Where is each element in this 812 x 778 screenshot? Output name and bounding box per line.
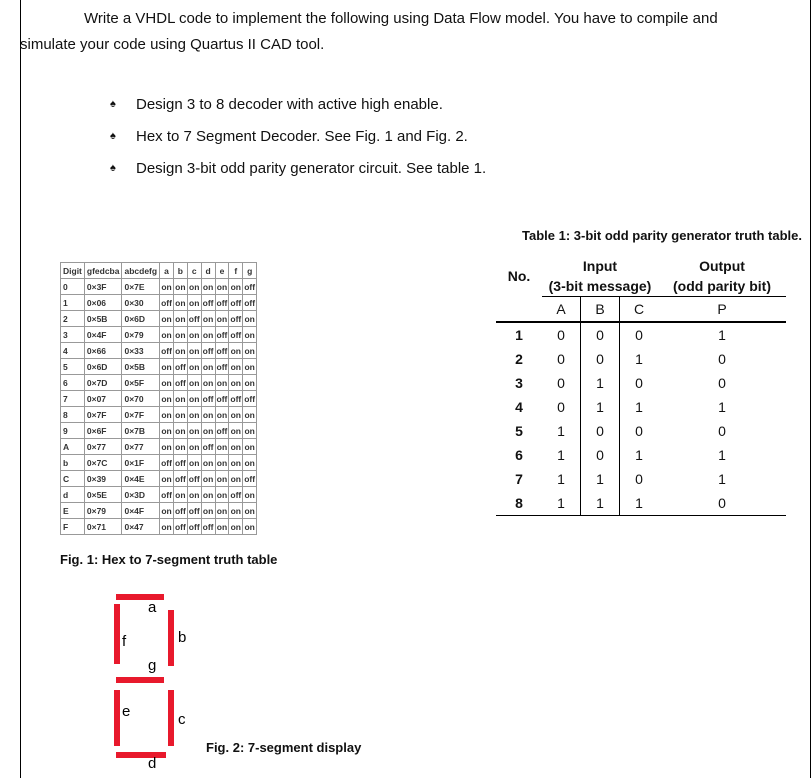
segment-state-cell: on bbox=[160, 503, 174, 519]
input-bit-cell: 1 bbox=[581, 467, 620, 491]
segment-label-a: a bbox=[148, 599, 157, 616]
segment-state-cell: on bbox=[229, 503, 243, 519]
header-no: No. bbox=[507, 268, 531, 285]
parity-table-container bbox=[496, 256, 786, 516]
intro-line-2: simulate your code using Quartus II CAD tool. bbox=[20, 36, 325, 53]
hex-code-cell: 0×79 bbox=[84, 503, 122, 519]
hex-col-header: d bbox=[201, 263, 215, 279]
segment-state-cell: on bbox=[243, 487, 257, 503]
hex-code-cell: 0×3F bbox=[84, 279, 122, 295]
parity-output-cell: 1 bbox=[718, 327, 726, 343]
segment-state-cell: on bbox=[160, 519, 174, 535]
bullet-item bbox=[110, 120, 486, 152]
segment-state-cell: on bbox=[229, 359, 243, 375]
row-number-cell: 2 bbox=[515, 351, 523, 367]
hex-table-row bbox=[61, 375, 257, 391]
hex-col-header: b bbox=[173, 263, 187, 279]
input-bit-cell: 0 bbox=[581, 419, 620, 443]
parity-table-row bbox=[496, 371, 786, 395]
segment-state-cell: on bbox=[187, 327, 201, 343]
hex-code-cell: 0×3D bbox=[122, 487, 160, 503]
segment-state-cell: off bbox=[173, 455, 187, 471]
segment-state-cell: on bbox=[173, 487, 187, 503]
segment-state-cell: on bbox=[160, 359, 174, 375]
segment-state-cell: on bbox=[160, 311, 174, 327]
spade-bullet-icon: ♠ bbox=[110, 162, 116, 174]
hex-digit-cell: 4 bbox=[61, 343, 85, 359]
hex-code-cell: 0×7F bbox=[122, 407, 160, 423]
hex-code-cell: 0×79 bbox=[122, 327, 160, 343]
parity-output-cell: 1 bbox=[718, 447, 726, 463]
hex-code-cell: 0×5B bbox=[122, 359, 160, 375]
parity-output-cell: 0 bbox=[718, 423, 726, 439]
segment-state-cell: on bbox=[187, 359, 201, 375]
segment-g bbox=[116, 677, 164, 683]
segment-state-cell: on bbox=[160, 439, 174, 455]
input-bit-cell: 1 bbox=[620, 491, 659, 516]
segment-state-cell: on bbox=[229, 439, 243, 455]
segment-state-cell: off bbox=[160, 487, 174, 503]
page-border-right bbox=[810, 0, 811, 778]
hex-table-row bbox=[61, 471, 257, 487]
hex-code-cell: 0×47 bbox=[122, 519, 160, 535]
segment-state-cell: on bbox=[173, 407, 187, 423]
header-input-sub: (3-bit message) bbox=[542, 276, 658, 297]
hex-code-cell: 0×7C bbox=[84, 455, 122, 471]
segment-state-cell: on bbox=[173, 279, 187, 295]
hex-digit-cell: d bbox=[61, 487, 85, 503]
page-border-left bbox=[20, 0, 21, 778]
segment-state-cell: on bbox=[215, 407, 229, 423]
segment-state-cell: on bbox=[229, 279, 243, 295]
parity-header-row-3 bbox=[496, 297, 786, 323]
seven-segment-display bbox=[100, 588, 210, 768]
hex-digit-cell: C bbox=[61, 471, 85, 487]
parity-output-cell: 1 bbox=[718, 471, 726, 487]
hex-code-cell: 0×7D bbox=[84, 375, 122, 391]
segment-state-cell: on bbox=[160, 471, 174, 487]
header-input: Input bbox=[582, 258, 618, 274]
row-number-cell: 7 bbox=[515, 471, 523, 487]
segment-label-f: f bbox=[122, 633, 127, 650]
segment-state-cell: on bbox=[215, 503, 229, 519]
segment-state-cell: off bbox=[187, 519, 201, 535]
segment-state-cell: on bbox=[243, 407, 257, 423]
bullet-text: Design 3 to 8 decoder with active high enable. bbox=[136, 95, 443, 113]
parity-table-row bbox=[496, 443, 786, 467]
hex-digit-cell: A bbox=[61, 439, 85, 455]
segment-state-cell: off bbox=[215, 423, 229, 439]
segment-state-cell: on bbox=[187, 343, 201, 359]
hex-code-cell: 0×39 bbox=[84, 471, 122, 487]
hex-digit-cell: 2 bbox=[61, 311, 85, 327]
hex-code-cell: 0×66 bbox=[84, 343, 122, 359]
segment-state-cell: on bbox=[215, 455, 229, 471]
hex-digit-cell: 3 bbox=[61, 327, 85, 343]
input-bit-cell: 0 bbox=[620, 322, 659, 347]
segment-state-cell: on bbox=[229, 375, 243, 391]
segment-state-cell: on bbox=[201, 359, 215, 375]
segment-state-cell: on bbox=[173, 343, 187, 359]
segment-state-cell: on bbox=[215, 519, 229, 535]
segment-state-cell: on bbox=[243, 343, 257, 359]
segment-state-cell: on bbox=[201, 487, 215, 503]
segment-state-cell: off bbox=[243, 295, 257, 311]
segment-state-cell: on bbox=[187, 487, 201, 503]
segment-state-cell: on bbox=[201, 327, 215, 343]
segment-state-cell: on bbox=[201, 311, 215, 327]
segment-state-cell: on bbox=[173, 327, 187, 343]
segment-state-cell: off bbox=[201, 343, 215, 359]
input-bit-cell: 0 bbox=[620, 467, 659, 491]
segment-label-b: b bbox=[178, 629, 187, 646]
parity-table-row bbox=[496, 491, 786, 516]
hex-col-header: abcdefg bbox=[122, 263, 160, 279]
hex-table-row bbox=[61, 519, 257, 535]
segment-state-cell: off bbox=[187, 471, 201, 487]
hex-code-cell: 0×4F bbox=[122, 503, 160, 519]
intro-line-1: Write a VHDL code to implement the following using Data Flow model. You have to compile and bbox=[84, 10, 718, 27]
segment-label-g: g bbox=[148, 657, 157, 674]
segment-state-cell: on bbox=[243, 311, 257, 327]
hex-digit-cell: 7 bbox=[61, 391, 85, 407]
row-number-cell: 1 bbox=[515, 327, 523, 343]
col-a-header: A bbox=[542, 297, 581, 323]
hex-table-row bbox=[61, 455, 257, 471]
hex-code-cell: 0×7B bbox=[122, 423, 160, 439]
input-bit-cell: 0 bbox=[581, 322, 620, 347]
input-bit-cell: 1 bbox=[581, 395, 620, 419]
header-output: Output bbox=[699, 258, 745, 274]
fig2-caption: Fig. 2: 7-segment display bbox=[206, 740, 362, 755]
hex-table-row bbox=[61, 279, 257, 295]
input-bit-cell: 1 bbox=[542, 491, 581, 516]
bullet-item bbox=[110, 88, 486, 120]
intro-paragraph bbox=[20, 6, 800, 58]
parity-table-row bbox=[496, 347, 786, 371]
segment-state-cell: on bbox=[229, 471, 243, 487]
segment-state-cell: off bbox=[187, 503, 201, 519]
spade-bullet-icon: ♠ bbox=[110, 98, 116, 110]
parity-table-row bbox=[496, 419, 786, 443]
input-bit-cell: 0 bbox=[557, 399, 565, 415]
segment-state-cell: on bbox=[201, 407, 215, 423]
table1-title: Table 1: 3-bit odd parity generator truth table. bbox=[522, 228, 803, 243]
parity-table-row bbox=[496, 467, 786, 491]
hex-table-row bbox=[61, 327, 257, 343]
segment-state-cell: off bbox=[215, 359, 229, 375]
segment-state-cell: off bbox=[201, 391, 215, 407]
segment-state-cell: off bbox=[201, 519, 215, 535]
segment-state-cell: off bbox=[215, 391, 229, 407]
segment-state-cell: on bbox=[187, 455, 201, 471]
hex-code-cell: 0×6F bbox=[84, 423, 122, 439]
parity-truth-table bbox=[496, 256, 786, 516]
segment-state-cell: on bbox=[243, 519, 257, 535]
hex-col-header: f bbox=[229, 263, 243, 279]
segment-state-cell: on bbox=[215, 311, 229, 327]
hex-code-cell: 0×6D bbox=[122, 311, 160, 327]
hex-digit-cell: 5 bbox=[61, 359, 85, 375]
segment-state-cell: off bbox=[160, 295, 174, 311]
parity-output-cell: 0 bbox=[658, 491, 786, 516]
hex-table-row bbox=[61, 503, 257, 519]
segment-state-cell: off bbox=[201, 295, 215, 311]
hex-code-cell: 0×77 bbox=[122, 439, 160, 455]
segment-state-cell: off bbox=[187, 311, 201, 327]
parity-table-row bbox=[496, 395, 786, 419]
segment-state-cell: on bbox=[160, 279, 174, 295]
segment-state-cell: off bbox=[215, 295, 229, 311]
input-bit-cell: 0 bbox=[557, 375, 565, 391]
input-bit-cell: 1 bbox=[620, 443, 659, 467]
col-b-header: B bbox=[581, 297, 620, 323]
hex-code-cell: 0×70 bbox=[122, 391, 160, 407]
segment-d bbox=[116, 752, 166, 758]
segment-a bbox=[116, 594, 164, 600]
hex-code-cell: 0×7E bbox=[122, 279, 160, 295]
hex-col-header: e bbox=[215, 263, 229, 279]
segment-state-cell: on bbox=[229, 455, 243, 471]
input-bit-cell: 1 bbox=[557, 423, 565, 439]
hex-digit-cell: 8 bbox=[61, 407, 85, 423]
hex-table-header-row bbox=[61, 263, 257, 279]
segment-state-cell: on bbox=[215, 439, 229, 455]
hex-to-7seg-table bbox=[60, 262, 257, 535]
input-bit-cell: 1 bbox=[581, 491, 620, 516]
parity-output-cell: 0 bbox=[718, 351, 726, 367]
hex-code-cell: 0×71 bbox=[84, 519, 122, 535]
segment-state-cell: off bbox=[160, 455, 174, 471]
segment-state-cell: off bbox=[215, 343, 229, 359]
segment-state-cell: on bbox=[243, 455, 257, 471]
segment-state-cell: on bbox=[201, 455, 215, 471]
hex-table-row bbox=[61, 407, 257, 423]
segment-state-cell: on bbox=[243, 503, 257, 519]
input-bit-cell: 1 bbox=[557, 471, 565, 487]
segment-state-cell: off bbox=[243, 391, 257, 407]
segment-state-cell: off bbox=[243, 471, 257, 487]
segment-label-c: c bbox=[178, 711, 186, 728]
row-number-cell: 5 bbox=[515, 423, 523, 439]
input-bit-cell: 0 bbox=[557, 351, 565, 367]
hex-code-cell: 0×5E bbox=[84, 487, 122, 503]
hex-code-cell: 0×06 bbox=[84, 295, 122, 311]
input-bit-cell: 1 bbox=[620, 347, 659, 371]
hex-table-row bbox=[61, 295, 257, 311]
hex-col-header: c bbox=[187, 263, 201, 279]
hex-table-row bbox=[61, 423, 257, 439]
hex-col-header: a bbox=[160, 263, 174, 279]
segment-state-cell: off bbox=[173, 519, 187, 535]
row-number-cell: 6 bbox=[515, 447, 523, 463]
segment-state-cell: on bbox=[215, 279, 229, 295]
segment-state-cell: on bbox=[160, 375, 174, 391]
hex-digit-cell: 0 bbox=[61, 279, 85, 295]
segment-e bbox=[114, 690, 120, 746]
segment-state-cell: off bbox=[229, 487, 243, 503]
segment-state-cell: off bbox=[229, 311, 243, 327]
hex-code-cell: 0×5B bbox=[84, 311, 122, 327]
row-number-cell: 3 bbox=[515, 375, 523, 391]
input-bit-cell: 1 bbox=[557, 447, 565, 463]
segment-state-cell: on bbox=[160, 423, 174, 439]
segment-state-cell: off bbox=[243, 279, 257, 295]
segment-state-cell: on bbox=[201, 503, 215, 519]
segment-state-cell: off bbox=[173, 359, 187, 375]
task-bullet-list bbox=[110, 88, 486, 184]
hex-table-row bbox=[61, 439, 257, 455]
segment-state-cell: on bbox=[173, 423, 187, 439]
hex-code-cell: 0×4E bbox=[122, 471, 160, 487]
hex-table-row bbox=[61, 487, 257, 503]
hex-table-row bbox=[61, 391, 257, 407]
segment-state-cell: on bbox=[243, 423, 257, 439]
hex-digit-cell: 9 bbox=[61, 423, 85, 439]
hex-code-cell: 0×4F bbox=[84, 327, 122, 343]
segment-f bbox=[114, 604, 120, 664]
segment-label-d: d bbox=[148, 755, 157, 768]
segment-state-cell: off bbox=[229, 391, 243, 407]
hex-col-header: gfedcba bbox=[84, 263, 122, 279]
row-number-cell: 4 bbox=[515, 399, 523, 415]
segment-state-cell: off bbox=[173, 503, 187, 519]
segment-state-cell: on bbox=[201, 423, 215, 439]
bullet-item bbox=[110, 152, 486, 184]
segment-state-cell: on bbox=[187, 375, 201, 391]
segment-state-cell: off bbox=[201, 439, 215, 455]
hex-table-row bbox=[61, 343, 257, 359]
hex-code-cell: 0×6D bbox=[84, 359, 122, 375]
segment-state-cell: on bbox=[160, 327, 174, 343]
input-bit-cell: 1 bbox=[581, 371, 620, 395]
parity-output-cell: 0 bbox=[718, 375, 726, 391]
hex-code-cell: 0×30 bbox=[122, 295, 160, 311]
segment-state-cell: on bbox=[201, 279, 215, 295]
hex-table-row bbox=[61, 359, 257, 375]
segment-state-cell: off bbox=[173, 375, 187, 391]
hex-code-cell: 0×1F bbox=[122, 455, 160, 471]
segment-state-cell: on bbox=[187, 391, 201, 407]
parity-header-row-1 bbox=[496, 256, 786, 276]
parity-output-cell: 1 bbox=[718, 399, 726, 415]
segment-state-cell: on bbox=[229, 407, 243, 423]
segment-state-cell: on bbox=[215, 471, 229, 487]
hex-digit-cell: 6 bbox=[61, 375, 85, 391]
hex-code-cell: 0×7F bbox=[84, 407, 122, 423]
hex-code-cell: 0×07 bbox=[84, 391, 122, 407]
segment-state-cell: on bbox=[173, 391, 187, 407]
segment-state-cell: on bbox=[173, 439, 187, 455]
hex-col-header: Digit bbox=[61, 263, 85, 279]
segment-label-e: e bbox=[122, 703, 131, 720]
col-p-header: P bbox=[658, 297, 786, 323]
segment-c bbox=[168, 690, 174, 746]
segment-state-cell: on bbox=[201, 375, 215, 391]
segment-state-cell: on bbox=[215, 375, 229, 391]
hex-code-cell: 0×77 bbox=[84, 439, 122, 455]
segment-state-cell: on bbox=[201, 471, 215, 487]
segment-state-cell: on bbox=[243, 327, 257, 343]
hex-code-cell: 0×5F bbox=[122, 375, 160, 391]
spade-bullet-icon: ♠ bbox=[110, 130, 116, 142]
bullet-text: Hex to 7 Segment Decoder. See Fig. 1 and Fig. 2. bbox=[136, 127, 468, 145]
segment-state-cell: on bbox=[173, 311, 187, 327]
segment-state-cell: on bbox=[187, 279, 201, 295]
segment-state-cell: on bbox=[173, 295, 187, 311]
segment-state-cell: off bbox=[160, 343, 174, 359]
bullet-text: Design 3-bit odd parity generator circuit. See table 1. bbox=[136, 159, 487, 177]
segment-state-cell: on bbox=[229, 519, 243, 535]
segment-state-cell: on bbox=[243, 439, 257, 455]
segment-state-cell: on bbox=[229, 343, 243, 359]
hex-digit-cell: b bbox=[61, 455, 85, 471]
input-bit-cell: 0 bbox=[620, 419, 659, 443]
hex-digit-cell: 1 bbox=[61, 295, 85, 311]
segment-state-cell: on bbox=[243, 375, 257, 391]
input-bit-cell: 0 bbox=[620, 371, 659, 395]
input-bit-cell: 0 bbox=[581, 443, 620, 467]
segment-state-cell: off bbox=[173, 471, 187, 487]
hex-code-cell: 0×33 bbox=[122, 343, 160, 359]
segment-state-cell: off bbox=[215, 327, 229, 343]
segment-state-cell: on bbox=[187, 423, 201, 439]
segment-state-cell: on bbox=[187, 407, 201, 423]
col-c-header: C bbox=[620, 297, 659, 323]
segment-state-cell: on bbox=[160, 407, 174, 423]
hex-digit-cell: E bbox=[61, 503, 85, 519]
hex-col-header: g bbox=[243, 263, 257, 279]
segment-state-cell: on bbox=[215, 487, 229, 503]
segment-state-cell: off bbox=[229, 295, 243, 311]
segment-state-cell: on bbox=[229, 423, 243, 439]
row-number-cell: 8 bbox=[496, 491, 542, 516]
segment-state-cell: on bbox=[243, 359, 257, 375]
segment-b bbox=[168, 610, 174, 666]
segment-state-cell: on bbox=[160, 391, 174, 407]
fig1-caption: Fig. 1: Hex to 7-segment truth table bbox=[60, 552, 278, 567]
input-bit-cell: 1 bbox=[620, 395, 659, 419]
segment-state-cell: off bbox=[229, 327, 243, 343]
hex-table-row bbox=[61, 311, 257, 327]
hex-digit-cell: F bbox=[61, 519, 85, 535]
header-output-sub: (odd parity bit) bbox=[658, 276, 786, 297]
segment-state-cell: on bbox=[187, 439, 201, 455]
input-bit-cell: 0 bbox=[581, 347, 620, 371]
segment-state-cell: on bbox=[187, 295, 201, 311]
parity-table-row bbox=[496, 322, 786, 347]
input-bit-cell: 0 bbox=[557, 327, 565, 343]
